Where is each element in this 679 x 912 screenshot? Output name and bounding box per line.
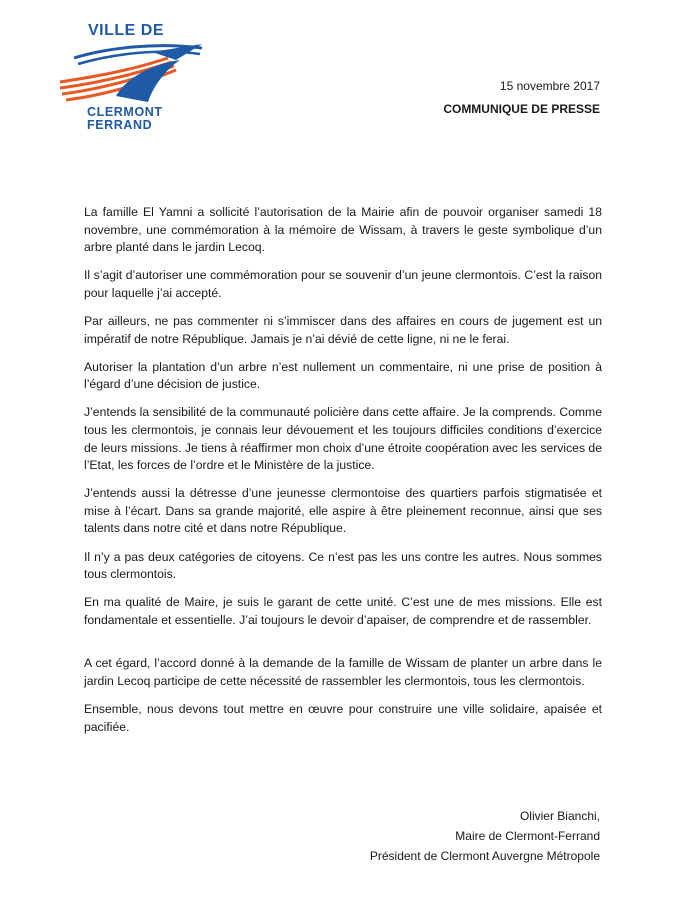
paragraph: J’entends la sensibilité de la communauté policière dans cette affaire. Je la comprends. Comme tous les clermontois, je connais leur dévouement et les toujours difficiles conditions d’exercice de leurs missions. Je tiens à réaffirmer mon choix d’une étroite coopération avec les services de l’Etat, les forces de l’ordre et le Ministère de la justice. — [84, 405, 602, 473]
paragraph: Il n’y a pas deux catégories de citoyens. Ce n’est pas les uns contre les autres. Nous sommes tous clermontois. — [84, 549, 602, 582]
logo-text-ferrand: FERRAND — [87, 118, 153, 132]
paragraph: La famille El Yamni a sollicité l’autorisation de la Mairie afin de pouvoir organiser samedi 18 novembre, une commémoration à la mémoire de Wissam, à travers le geste symbolique d’un arbre planté dans le jardin Lecoq. — [84, 205, 602, 255]
signature-title-mayor: Maire de Clermont-Ferrand — [455, 829, 600, 843]
signature-block — [370, 806, 600, 866]
press-release-heading: COMMUNIQUE DE PRESSE — [443, 102, 600, 116]
paragraph: En ma qualité de Maire, je suis le garant de cette unité. C’est une de mes missions. Elle est fondamentale et essentielle. J’ai toujours le devoir d’apaiser, de comprendre et de rassembler. — [84, 595, 602, 627]
logo-text-ville-de: VILLE DE — [88, 22, 165, 39]
logo-swoosh-icon — [56, 38, 206, 108]
logo-text-clermont: CLERMONT — [87, 105, 163, 119]
press-release-date: 15 novembre 2017 — [499, 79, 600, 93]
press-release-body — [84, 204, 602, 747]
signature-name: Olivier Bianchi, — [519, 809, 600, 823]
city-logo — [56, 22, 206, 134]
paragraph: A cet égard, l’accord donné à la demande de la famille de Wissam de planter un arbre dans le jardin Lecoq participe de cette nécessité de rassembler les clermontois, tous les clermontois. — [84, 656, 602, 688]
paragraph: Ensemble, nous devons tout mettre en œuvre pour construire une ville solidaire, apaisée et pacifiée. — [84, 702, 602, 734]
paragraph: Par ailleurs, ne pas commenter ni s’immiscer dans des affaires en cours de jugement est un impératif de notre République. Jamais je n’ai dévié de cette ligne, ni ne le ferai. — [84, 313, 602, 346]
paragraph: Autoriser la plantation d’un arbre n’est nullement un commentaire, ni une prise de position à l’égard d’une décision de justice. — [84, 359, 602, 392]
paragraph: J’entends aussi la détresse d’une jeunesse clermontoise des quartiers parfois stigmatisée et mise à l’écart. Dans sa grande majorité, elle aspire à être pleinement reconnue, ainsi que ses talents dans notre cité et dans notre République. — [84, 486, 602, 536]
paragraph: Il s’agit d’autoriser une commémoration pour se souvenir d’un jeune clermontois. C’est la raison pour laquelle j’ai accepté. — [84, 268, 602, 300]
signature-title-president: Président de Clermont Auvergne Métropole — [369, 849, 600, 863]
